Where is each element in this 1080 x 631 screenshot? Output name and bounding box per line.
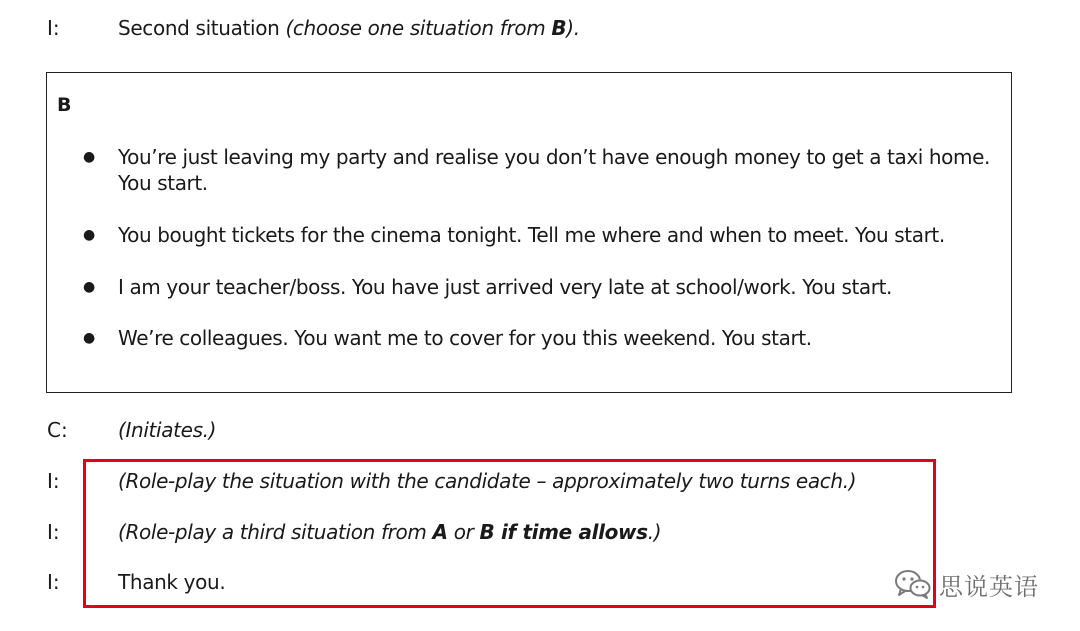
wechat-icon xyxy=(893,568,933,600)
speaker-label: I: xyxy=(47,520,60,544)
roleplay-instruction: (Role-play a third situation from A or B if time allows.) xyxy=(118,520,662,544)
situation-box-b xyxy=(46,72,1012,393)
situation-item: You’re just leaving my party and realise you don’t have enough money to get a taxi home. You start. xyxy=(118,145,990,195)
situation-item: I am your teacher/boss. You have just arrived very late at school/work. You start. xyxy=(118,275,892,299)
bullet-icon: ● xyxy=(83,227,96,243)
thanks-text: Thank you. xyxy=(118,570,226,594)
box-title: B xyxy=(57,94,72,116)
speaker-label: I: xyxy=(47,469,60,493)
speaker-label: C: xyxy=(47,418,68,442)
bullet-icon: ● xyxy=(83,279,96,295)
speaker-label: I: xyxy=(47,16,60,40)
watermark xyxy=(893,566,1039,602)
watermark-text: 思说英语 xyxy=(939,572,1039,601)
situation-heading: Second situation (choose one situation from B). xyxy=(118,16,580,40)
bullet-icon: ● xyxy=(83,330,96,346)
situation-item: We’re colleagues. You want me to cover for you this weekend. You start. xyxy=(118,326,812,350)
bullet-icon: ● xyxy=(83,149,96,165)
candidate-instruction: (Initiates.) xyxy=(118,418,217,442)
speaker-label: I: xyxy=(47,570,60,594)
situation-item: You bought tickets for the cinema tonight. Tell me where and when to meet. You start. xyxy=(118,223,945,247)
roleplay-instruction: (Role-play the situation with the candidate – approximately two turns each.) xyxy=(118,469,857,493)
